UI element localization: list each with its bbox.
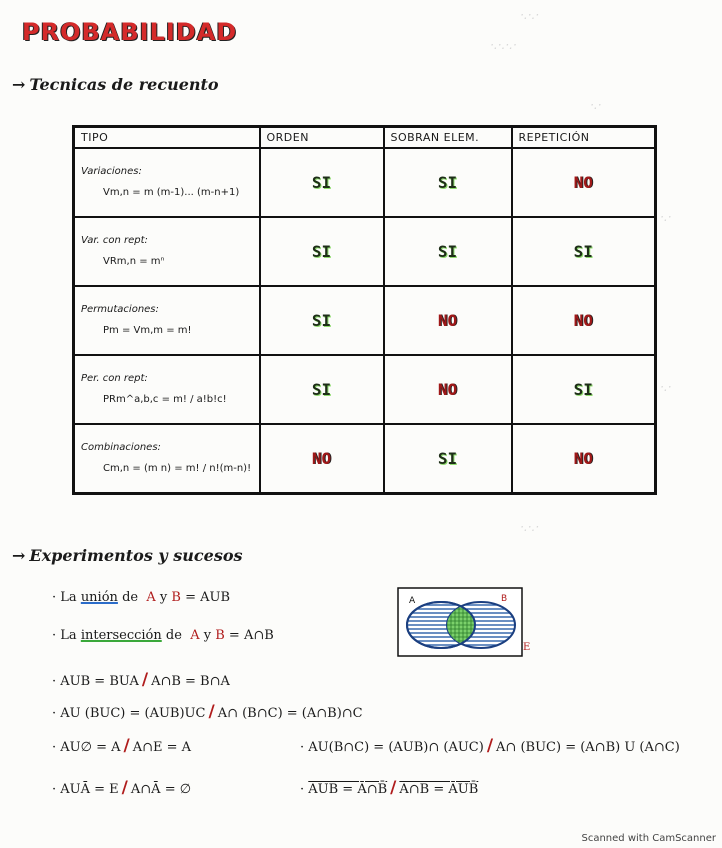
repeticion-value: SI <box>512 217 656 286</box>
orden-value: SI <box>260 286 384 355</box>
property-line-distributive: · AU(B∩C) = (AUB)∩ (AUC) / A∩ (BUC) = (A∩B) U (A∩C) <box>300 736 680 756</box>
type-cell <box>74 286 260 355</box>
scanner-watermark: Scanned with CamScanner <box>581 833 716 844</box>
sobran-value: NO <box>384 286 512 355</box>
bleed-through-text: ·.· <box>660 210 672 224</box>
bullet-dot: · <box>52 706 57 721</box>
col-header-tipo: TIPO <box>74 127 260 149</box>
term-intersection: intersección <box>80 628 162 643</box>
bullet-dot: · <box>52 674 57 689</box>
bleed-through-text: ·.·.· <box>520 520 540 534</box>
type-formula: Pm = Vm,m = m! <box>103 325 192 337</box>
venn-label-b: B <box>501 594 508 604</box>
type-formula: Cm,n = (m n) = m! / n!(m-n)! <box>103 463 252 475</box>
bullet-dot: · <box>300 740 305 755</box>
bleed-through-text: ·.· <box>590 98 602 112</box>
separator-slash: / <box>141 670 149 690</box>
type-name: Combinaciones: <box>81 442 161 454</box>
section-heading-text: Experimentos y sucesos <box>29 546 243 565</box>
table-row <box>74 355 656 424</box>
type-cell <box>74 424 260 494</box>
sobran-value: SI <box>384 424 512 494</box>
orden-value: SI <box>260 217 384 286</box>
venn-diagram <box>397 587 523 657</box>
separator-slash: / <box>208 702 215 722</box>
bullet-union: · La unión de A y B = AUB <box>52 590 231 605</box>
orden-value: NO <box>260 424 384 494</box>
type-formula: VRm,n = mⁿ <box>103 256 165 268</box>
type-cell <box>74 355 260 424</box>
arrow-icon: → <box>12 75 26 94</box>
separator-slash: / <box>123 736 130 756</box>
property-line-complement: · AUĀ = E / A∩Ā = ∅ <box>52 778 192 798</box>
bullet-dot: · <box>52 590 57 605</box>
bullet-dot: · <box>52 628 57 643</box>
type-cell <box>74 148 260 217</box>
section-heading-recuento <box>12 75 219 94</box>
bleed-through-text: ·.·.· <box>520 8 540 22</box>
property-line-identity: · AU∅ = A / A∩E = A <box>52 736 192 756</box>
col-header-sobran: SOBRAN ELEM. <box>384 127 512 149</box>
arrow-icon: → <box>12 546 26 565</box>
type-name: Per. con rept: <box>81 373 148 385</box>
page-title: PROBABILIDAD <box>22 18 238 46</box>
table-row <box>74 424 656 494</box>
type-name: Var. con rept: <box>81 235 148 247</box>
bullet-dot: · <box>300 782 305 797</box>
separator-slash: / <box>390 778 397 798</box>
bullet-intersection: · La intersección de A y B = A∩B <box>52 628 274 643</box>
property-line-de-morgan: · AUB = Ā∩B̄ / A∩B = ĀUB̄ <box>300 778 479 798</box>
table-row <box>74 148 656 217</box>
separator-slash: / <box>486 736 494 756</box>
orden-value: SI <box>260 355 384 424</box>
repeticion-value: NO <box>512 424 656 494</box>
sobran-value: NO <box>384 355 512 424</box>
col-header-orden: ORDEN <box>260 127 384 149</box>
bleed-through-text: ·.· <box>660 380 672 394</box>
table-header-row <box>74 127 656 149</box>
venn-label-a: A <box>409 596 416 606</box>
bleed-through-text: ·.·.·.· <box>490 38 517 52</box>
table-row <box>74 217 656 286</box>
sobran-value: SI <box>384 148 512 217</box>
section-heading-text: Tecnicas de recuento <box>29 75 219 94</box>
bullet-dot: · <box>52 782 57 797</box>
counting-techniques-table <box>72 125 657 495</box>
term-union: unión <box>80 590 118 605</box>
type-formula: Vm,n = m (m-1)... (m-n+1) <box>103 187 240 199</box>
section-heading-sucesos <box>12 546 243 565</box>
repeticion-value: NO <box>512 286 656 355</box>
type-cell <box>74 217 260 286</box>
table-row <box>74 286 656 355</box>
property-line-associative: · AU (BUC) = (AUB)UC / A∩ (B∩C) = (A∩B)∩C <box>52 702 363 722</box>
repeticion-value: NO <box>512 148 656 217</box>
separator-slash: / <box>121 778 128 798</box>
bullet-dot: · <box>52 740 57 755</box>
repeticion-value: SI <box>512 355 656 424</box>
type-name: Variaciones: <box>81 166 142 178</box>
type-formula: PRm^a,b,c = m! / a!b!c! <box>103 394 227 406</box>
col-header-repeticion: REPETICIÓN <box>512 127 656 149</box>
property-line-commutative: · AUB = BUA / A∩B = B∩A <box>52 670 230 690</box>
sobran-value: SI <box>384 217 512 286</box>
venn-label-e: E <box>523 642 531 653</box>
orden-value: SI <box>260 148 384 217</box>
type-name: Permutaciones: <box>81 304 159 316</box>
